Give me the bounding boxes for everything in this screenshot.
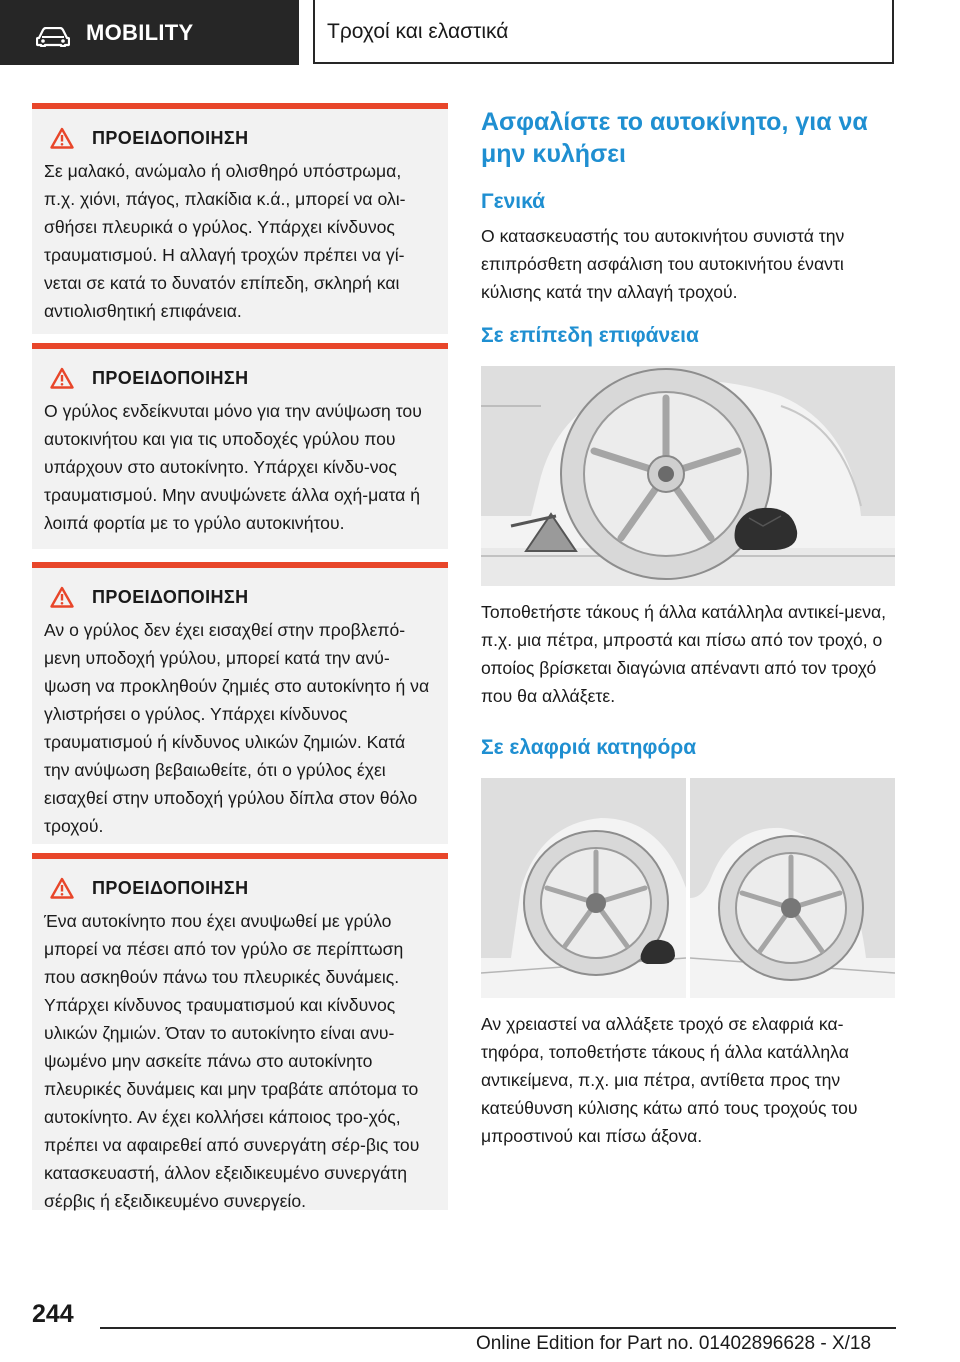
slope-text: Αν χρειαστεί να αλλάξετε τροχό σε ελαφριά κα-τηφόρα, τοποθετήστε τάκους ή άλλα κατάλληλα αντικείμενα, π.χ. μια πέτρα, αντίθετα προς την κατεύθυνση κύλισης κάτω από τους τροχούς του μπροστινού και πίσω άξονα. [481,1014,858,1146]
warning-title: ΠΡΟΕΙΔΟΠΟΙΗΣΗ [92,877,249,898]
flat-surface-text: Τοποθετήστε τάκους ή άλλα κατάλληλα αντικεί-μενα, π.χ. μια πέτρα, μπροστά και πίσω από τον τροχό, ο οποίος βρίσκεται διαγώνια απέναντι από τον τροχό που θα αλλάξετε. [481,602,887,706]
warning-triangle-icon [50,367,74,389]
warning-text: Ένα αυτοκίνητο που έχει ανυψωθεί με γρύλο μπορεί να πέσει από τον γρύλο σε περίπτωση που ασκηθούν πάνω του πλευρικές δυνάμεις. Υπάρχει κίνδυνος τραυματισμού και κίνδυνος υλικών ζημιών. Όταν το αυτοκίνητο είναι ανυ-ψωμένο μην ασκείτε πάνω στο αυτοκίνητο πλευρικές δυνάμεις και μην τραβάτε απότομα το αυτοκίνητο. Αν έχει κολλήσει κάποιος τρο-χός, πρέπει να αφαιρεθεί από συνεργάτη σέρ-βις του κατασκευαστή, άλλον εξειδικευμένο συνεργάτη σέρβις ή εξειδικευμένο συνεργείο. [44,911,420,1211]
warning-triangle-icon [50,127,74,149]
warning-title: ΠΡΟΕΙΔΟΠΟΙΗΣΗ [92,586,249,607]
warning-box-3 [32,562,448,844]
flat-surface-illustration [481,366,895,586]
slope-heading: Σε ελαφριά κατηφόρα [481,736,697,759]
section-label: MOBILITY [86,20,194,45]
chapter-title-box [313,0,894,64]
page-number: 244 [32,1300,74,1328]
section-tab[interactable] [0,0,299,65]
car-icon [36,27,70,47]
warning-title: ΠΡΟΕΙΔΟΠΟΙΗΣΗ [92,127,249,148]
warning-text: Αν ο γρύλος δεν έχει εισαχθεί στην προβλεπό-μενη υποδοχή γρύλου, μπορεί κατά την ανύ-ψωση να προκληθούν ζημιές στο αυτοκίνητο ή να γλιστρήσει ο γρύλος. Υπάρχει κίνδυνος τραυματισμού ή κίνδυνος υλικών ζημιών. Κατά την ανύψωση βεβαιωθείτε, ότι ο γρύλος έχει εισαχθεί στην υποδοχή γρύλου δίπλα στον θόλο τροχού. [44,620,430,836]
wheel-chock-flat-image [481,366,895,586]
wheel-chock-slope-image [481,778,895,998]
warning-text: Σε μαλακό, ανώμαλο ή ολισθηρό υπόστρωμα, π.χ. χιόνι, πάγος, πλακίδια κ.ά., μπορεί να ολι-σθήσει πλευρικά ο γρύλος. Υπάρχει κίνδυνος τραυματισμού. Η αλλαγή τροχών πρέπει να γί-νεται σε κατά το δυνατόν επίπεδη, σκληρή και αντιολισθητική επιφάνεια. [44,161,406,321]
warning-title: ΠΡΟΕΙΔΟΠΟΙΗΣΗ [92,367,249,388]
chapter-title: Τροχοί και ελαστικά [327,20,509,43]
general-text: Ο κατασκευαστής του αυτοκινήτου συνιστά την επιπρόσθετη ασφάλιση του αυτοκινήτου έναντι κύλισης κατά την αλλαγή τροχού. [481,226,845,302]
footer-edition: Online Edition for Part no. 01402896628 - X/18 [476,1333,872,1354]
warning-triangle-icon [50,586,74,608]
warning-box-2 [32,343,448,549]
main-heading: Ασφαλίστε το αυτοκίνητο, για να μην κυλήσει [481,108,868,168]
footer-divider [100,1327,896,1329]
slope-illustration [481,778,895,998]
general-heading: Γενικά [481,190,546,213]
warning-box-4 [32,853,448,1210]
warning-triangle-icon [50,877,74,899]
warning-box-1 [32,103,448,334]
flat-surface-heading: Σε επίπεδη επιφάνεια [481,324,699,347]
warning-text: Ο γρύλος ενδείκνυται μόνο για την ανύψωση του αυτοκινήτου και για τις υποδοχές γρύλου που υπάρχουν στο αυτοκίνητο. Υπάρχει κίνδυ-νος τραυματισμού. Μην ανυψώνετε άλλα οχή-ματα ή λοιπά φορτία με το γρύλο αυτοκινήτου. [44,401,422,533]
